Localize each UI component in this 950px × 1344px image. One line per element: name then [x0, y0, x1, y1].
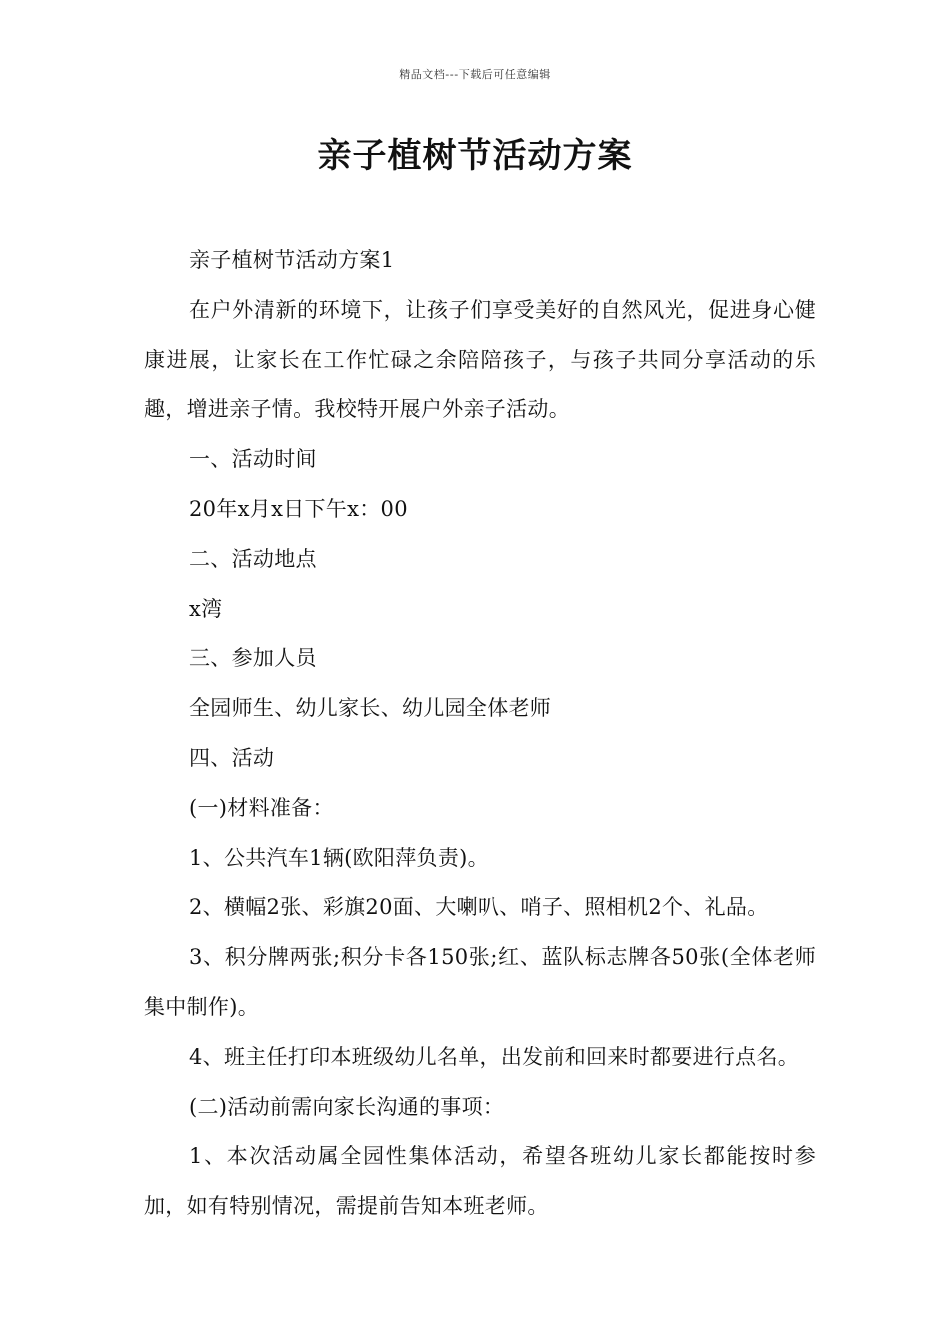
list-item: 1、本次活动属全园性集体活动，希望各班幼儿家长都能按时参加，如有特别情况，需提前告知本班老师。: [144, 1144, 816, 1219]
section-heading-participants: 三、参加人员: [189, 646, 317, 671]
location-value: x湾: [189, 596, 223, 621]
subsection-materials: (一)材料准备：: [189, 795, 334, 820]
header-note: 精品文档---下载后可任意编辑: [399, 68, 551, 81]
participants-value: 全园师生、幼儿家长、幼儿园全体老师: [189, 696, 552, 721]
document-body: [144, 236, 816, 1232]
intro-paragraph: 在户外清新的环境下，让孩子们享受美好的自然风光，促进身心健康进展，让家长在工作忙碌之余陪陪孩子，与孩子共同分享活动的乐趣，增进亲子情。我校特开展户外亲子活动。: [144, 297, 816, 422]
section-heading-location: 二、活动地点: [189, 546, 317, 571]
section-heading-time: 一、活动时间: [189, 447, 317, 472]
list-item: 1、公共汽车1辆(欧阳萍负责)。: [189, 845, 489, 870]
list-item: 4、班主任打印本班级幼儿名单，出发前和回来时都要进行点名。: [189, 1044, 800, 1069]
subsection-communication: (二)活动前需向家长沟通的事项：: [189, 1094, 505, 1119]
section-heading-activity: 四、活动: [189, 745, 275, 770]
document-title: 亲子植树节活动方案: [317, 136, 633, 176]
section-heading: 亲子植树节活动方案1: [189, 248, 395, 272]
list-item: 2、横幅2张、彩旗20面、大喇叭、哨子、照相机2个、礼品。: [189, 895, 769, 920]
list-item: 3、积分牌两张;积分卡各150张;红、蓝队标志牌各50张(全体老师集中制作)。: [144, 945, 816, 1019]
time-value: 20年x月x日下午x：00: [189, 496, 408, 521]
